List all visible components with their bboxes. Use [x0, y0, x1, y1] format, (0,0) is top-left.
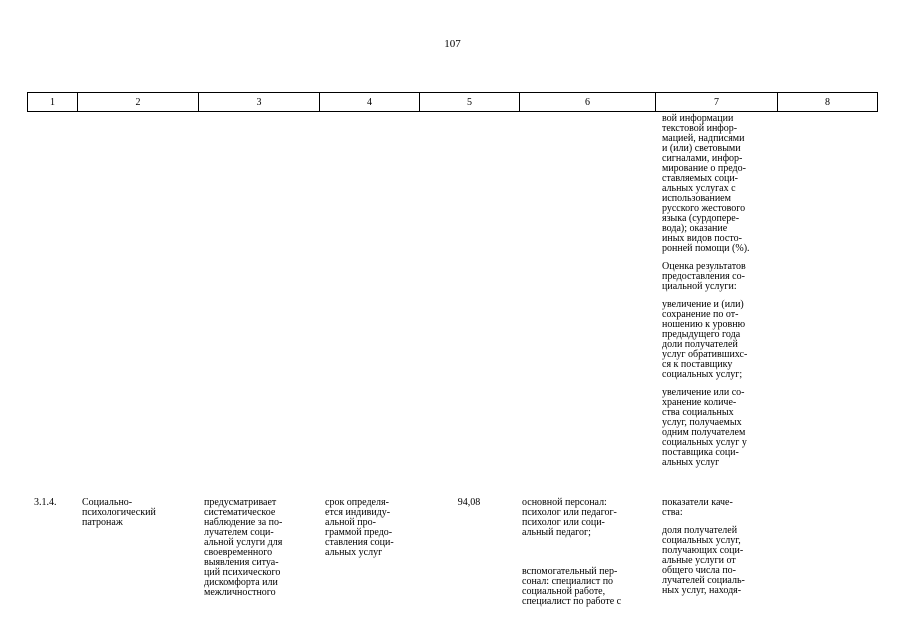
text-line: услуг, получаемых: [662, 417, 742, 428]
tariff-text: 94,08: [457, 497, 481, 508]
col-header-5: 5: [420, 93, 520, 112]
text-line: мацией, надписями: [662, 133, 745, 144]
text-line: использованием: [662, 193, 731, 204]
text-line: получающих соци-: [662, 545, 744, 556]
col-header-1: 1: [28, 93, 78, 112]
staff-main: [522, 498, 617, 538]
text-line: сигналами, инфор-: [662, 153, 743, 164]
text-line: ношению к уровню: [662, 319, 746, 330]
text-line: социальных услуг у: [662, 437, 747, 448]
text-line: сохранение по от-: [662, 309, 739, 320]
col-header-4: 4: [320, 93, 420, 112]
text-line: циальной услуги:: [662, 281, 737, 292]
text-line: дискомфорта или: [204, 577, 278, 588]
text-line: общего числа по-: [662, 565, 737, 576]
text-line: своевременного: [204, 547, 273, 558]
service-name: [82, 498, 156, 528]
staff-aux: [522, 567, 621, 607]
col-header-2: 2: [78, 93, 199, 112]
service-term: [325, 498, 394, 558]
col7-continuation: [662, 114, 750, 468]
text-line: ется индивиду-: [325, 507, 391, 518]
text-line: наблюдение за по-: [204, 517, 283, 528]
text-line: психолог или педагог-: [522, 507, 617, 518]
text-line: Социально-: [82, 497, 133, 508]
text-line: мирование о предо-: [662, 163, 746, 174]
text-line: иных видов посто-: [662, 233, 742, 244]
text-line: психолог или соци-: [522, 517, 605, 528]
text-line: и (или) световыми: [662, 143, 741, 154]
text-line: альных услуг: [325, 547, 383, 558]
text-line: патронаж: [82, 517, 123, 528]
text-line: систематическое: [204, 507, 276, 518]
text-line: срок определя-: [325, 497, 389, 508]
text-line: доли получателей: [662, 339, 738, 350]
text-line: вой информации: [662, 113, 734, 124]
text-line: альный педагог;: [522, 527, 591, 538]
text-line: увеличение и (или): [662, 299, 744, 310]
text-line: граммой предо-: [325, 527, 393, 538]
text-line: Оценка результатов: [662, 261, 746, 272]
text-line: лучателем соци-: [204, 527, 274, 538]
page-number: 107: [444, 38, 461, 50]
col-header-7: 7: [656, 93, 778, 112]
text-line: основной персонал:: [522, 497, 607, 508]
text-line: социальных услуг,: [662, 535, 741, 546]
text-line: одним получателем: [662, 427, 746, 438]
text-line: доля получателей: [662, 525, 738, 536]
text-line: альные услуги от: [662, 555, 736, 566]
text-line: ставления соци-: [325, 537, 394, 548]
text-line: ства социальных: [662, 407, 734, 418]
text-line: лучателей социаль-: [662, 575, 745, 586]
col-header-3: 3: [199, 93, 320, 112]
text-line: вода); оказание: [662, 223, 728, 234]
col-header-8: 8: [778, 93, 878, 112]
text-line: альных услугах с: [662, 183, 736, 194]
row-number-text: 3.1.4.: [34, 497, 57, 508]
text-line: поставщика соци-: [662, 447, 739, 458]
text-line: альной про-: [325, 517, 376, 528]
text-line: языка (сурдопере-: [662, 213, 740, 224]
service-description: [204, 498, 282, 598]
text-line: специалист по работе с: [522, 596, 622, 607]
text-line: социальных услуг;: [662, 369, 743, 380]
table-header: [27, 92, 878, 112]
text-line: альной услуги для: [204, 537, 283, 548]
text-line: показатели каче-: [662, 497, 733, 508]
text-line: предусматривает: [204, 497, 277, 508]
text-line: предоставления со-: [662, 271, 745, 282]
text-line: ства:: [662, 507, 683, 518]
text-line: услуг обратившихс-: [662, 349, 748, 360]
col-header-6: 6: [520, 93, 656, 112]
text-line: сонал: специалист по: [522, 576, 614, 587]
text-line: психологический: [82, 507, 156, 518]
text-line: русского жестового: [662, 203, 746, 214]
quality-indicators: [662, 498, 745, 596]
text-line: межличностного: [204, 587, 276, 598]
text-line: выявления ситуа-: [204, 557, 279, 568]
text-line: предыдущего года: [662, 329, 741, 340]
text-line: ций психического: [204, 567, 281, 578]
text-line: альных услуг: [662, 457, 720, 468]
text-line: хранение количе-: [662, 397, 737, 408]
text-line: ронней помощи (%).: [662, 243, 750, 254]
text-line: ных услуг, находя-: [662, 585, 742, 596]
text-line: увеличение или со-: [662, 387, 745, 398]
text-line: социальной работе,: [522, 586, 606, 597]
text-line: вспомогательный пер-: [522, 566, 618, 577]
row-number: [34, 498, 57, 508]
text-line: ставляемых соци-: [662, 173, 739, 184]
tariff-value: [448, 498, 490, 508]
text-line: текстовой инфор-: [662, 123, 738, 134]
text-line: ся к поставщику: [662, 359, 733, 370]
